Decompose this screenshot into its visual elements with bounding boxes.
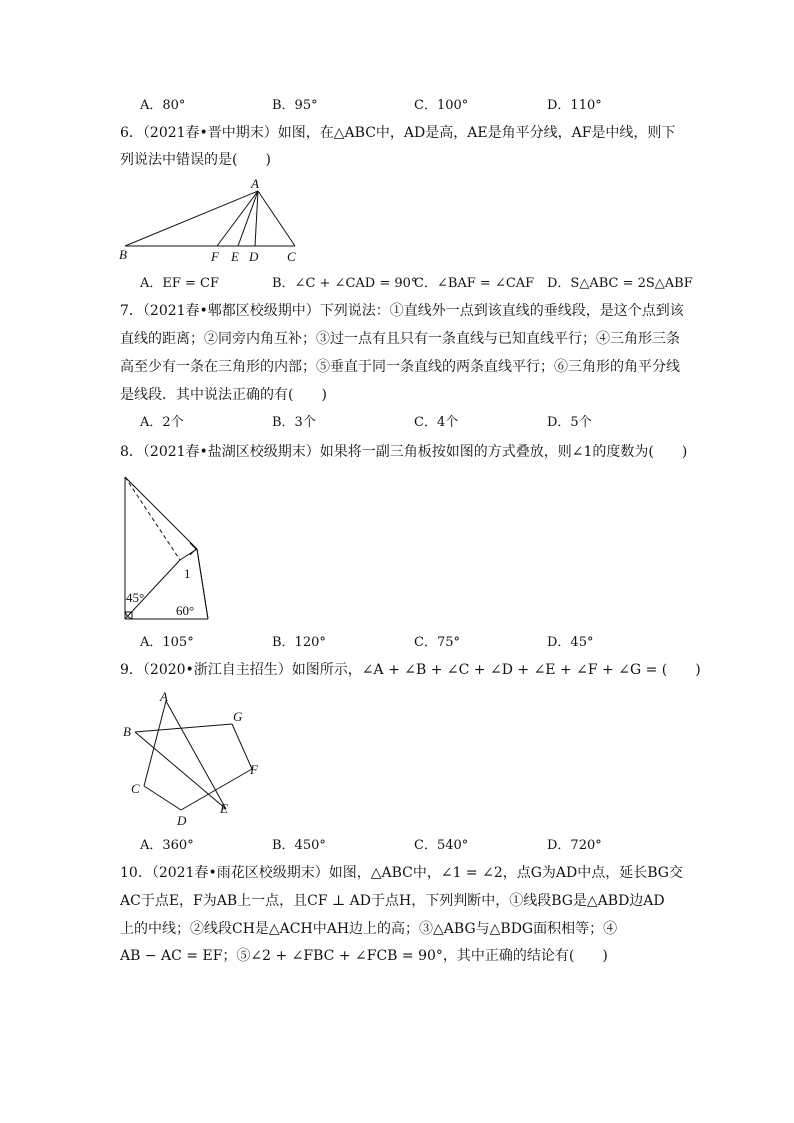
q8-label-angle1: 1 [184, 566, 191, 581]
q7-stem-line-3: 高至少有一条在三角形的内部；⑤垂直于同一条直线的两条直线平行；⑥三角形的角平分线 [120, 359, 680, 375]
q8-stem-line-1: 8．（2021春•盐湖区校级期末）如果将一副三角板按如图的方式叠放，则∠1的度数为( ) [120, 444, 688, 460]
q8-label-45: 45° [126, 590, 145, 605]
q10-stem-line-4: AB − AC = EF；⑤∠2 + ∠FBC + ∠FCB = 90°，其中正确的结论有( ) [120, 948, 608, 964]
q7-stem-line-4: 是线段．其中说法正确的有( ) [120, 387, 327, 403]
q5-option-c[interactable]: C．100° [414, 98, 469, 113]
q8-set-squares-figure [120, 472, 220, 632]
q6-label-a: A [251, 176, 259, 191]
q6-label-f: F [211, 249, 219, 264]
q9-label-e: E [220, 801, 228, 816]
q10-stem-line-2: AC于点E，F为AB上一点，且CF ⊥ AD于点H，下列判断中，①线段BG是△ABD边AD [120, 893, 665, 909]
q6-triangle-figure [115, 176, 315, 266]
q8-label-60: 60° [176, 603, 195, 618]
q7-option-d[interactable]: D．5个 [547, 415, 592, 430]
q9-stem-line-1: 9．（2020•浙江自主招生）如图所示，∠A + ∠B + ∠C + ∠D + ∠E + ∠F + ∠G = ( ) [120, 662, 701, 678]
q8-option-b[interactable]: B．120° [272, 635, 326, 650]
q9-label-a: A [160, 689, 168, 704]
q7-option-b[interactable]: B．3个 [272, 415, 316, 430]
q9-label-g: G [233, 709, 243, 724]
q6-label-d: D [249, 249, 259, 264]
q9-option-d[interactable]: D．720° [547, 838, 602, 853]
q7-stem-line-1: 7．（2021春•郫都区校级期中）下列说法：①直线外一点到该直线的垂线段，是这个点到该 [120, 303, 684, 319]
q9-label-c: C [131, 781, 140, 796]
q10-stem-line-1: 10．（2021春•雨花区校级期末）如图，△ABC中，∠1 = ∠2，点G为AD中点，延长BG交 [120, 865, 683, 881]
q6-option-c[interactable]: C．∠BAF = ∠CAF [414, 276, 535, 291]
q9-label-d: D [177, 813, 187, 828]
q5-option-a[interactable]: A．80° [140, 98, 186, 113]
q6-option-b[interactable]: B．∠C + ∠CAD = 90° [272, 276, 418, 291]
q7-stem-line-2: 直线的距离；②同旁内角互补；③过一点有且只有一条直线与已知直线平行；④三角形三条 [120, 331, 680, 347]
q6-stem-line-1: 6．（2021春•晋中期末）如图，在△ABC中，AD是高，AE是角平分线，AF是中线，则下 [120, 125, 676, 141]
q9-label-f: F [250, 762, 258, 777]
q6-option-a[interactable]: A．EF = CF [140, 276, 220, 291]
q5-option-d[interactable]: D．110° [547, 98, 602, 113]
q9-star-figure [115, 688, 275, 833]
q6-label-e: E [231, 249, 239, 264]
q6-label-b: B [119, 247, 127, 262]
q10-stem-line-3: 上的中线；②线段CH是△ACH中AH边上的高；③△ABG与△BDG面积相等；④ [120, 921, 618, 937]
q9-label-b: B [123, 724, 131, 739]
q9-option-c[interactable]: C．540° [414, 838, 469, 853]
q6-option-d[interactable]: D．S△ABC = 2S△ABF [547, 276, 693, 291]
q8-option-c[interactable]: C．75° [414, 635, 460, 650]
q7-option-a[interactable]: A．2个 [140, 415, 184, 430]
q7-option-c[interactable]: C．4个 [414, 415, 459, 430]
q9-option-a[interactable]: A．360° [140, 838, 194, 853]
q6-stem-line-2: 列说法中错误的是( ) [120, 152, 271, 168]
q5-option-b[interactable]: B．95° [272, 98, 318, 113]
q8-option-d[interactable]: D．45° [547, 635, 594, 650]
q6-label-c: C [287, 249, 296, 264]
q8-option-a[interactable]: A．105° [140, 635, 194, 650]
q9-option-b[interactable]: B．450° [272, 838, 326, 853]
